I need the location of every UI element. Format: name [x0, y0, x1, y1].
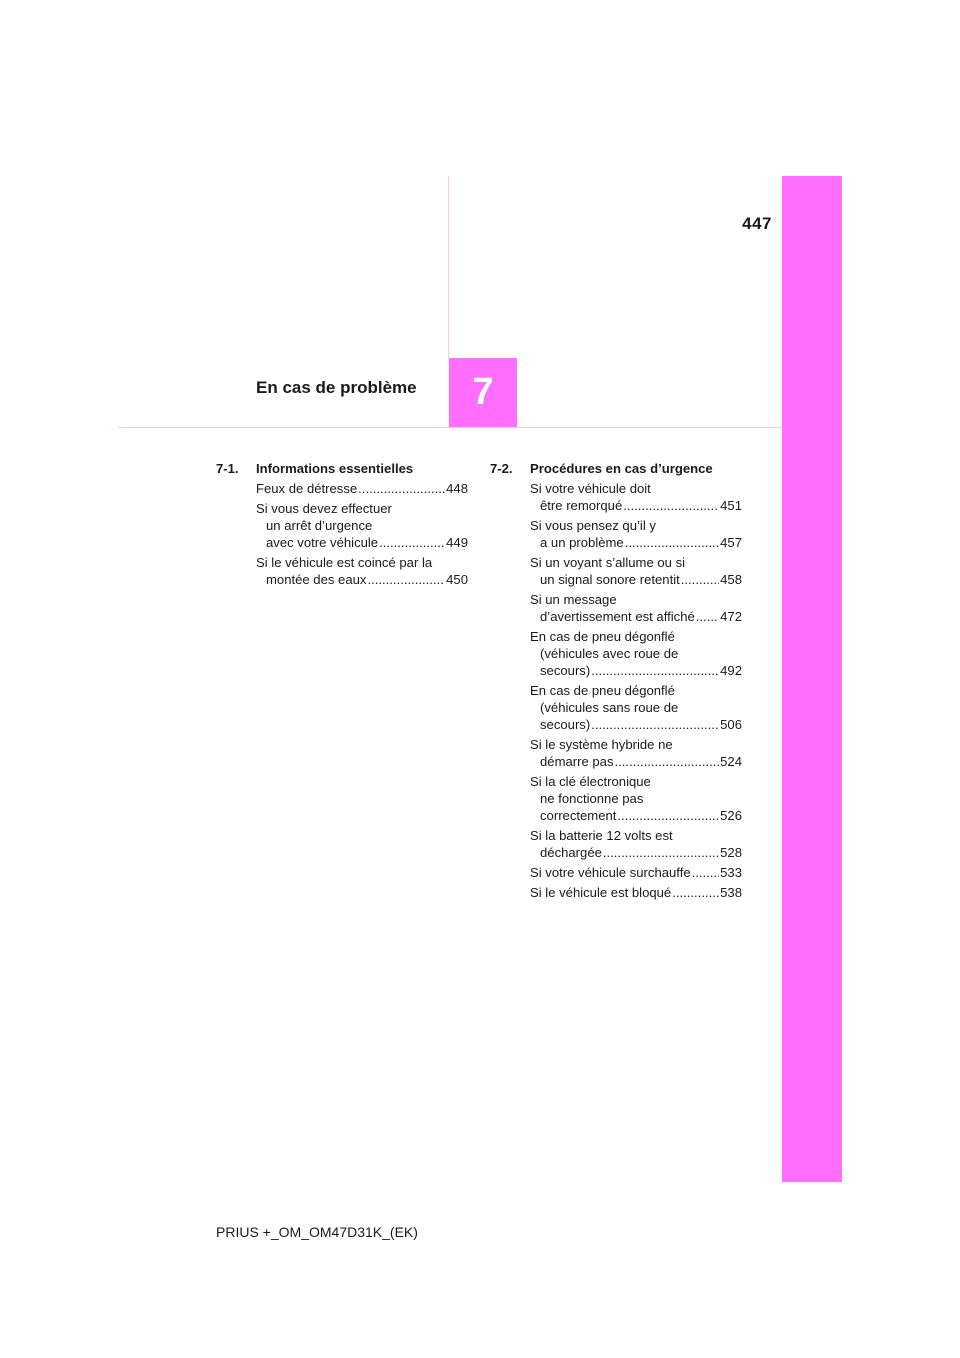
- toc-entry[interactable]: [530, 628, 742, 679]
- section-number: 7-1.: [216, 461, 239, 476]
- toc-entry-text: Feux de détresse: [256, 481, 358, 496]
- toc-entry-last-line: [530, 807, 742, 824]
- toc-entry-text: ne fonctionne pas: [540, 791, 644, 806]
- section-heading: [490, 460, 742, 477]
- toc-entry-last-line: [530, 864, 742, 881]
- toc-entry[interactable]: [530, 864, 742, 881]
- toc-entry[interactable]: [530, 682, 742, 733]
- dot-leader: [379, 534, 445, 551]
- toc-entry-text: Si la clé électronique: [530, 774, 651, 789]
- toc-entry-text: montée des eaux: [266, 572, 367, 587]
- toc-entry-page: 533: [720, 865, 742, 880]
- dot-leader: [591, 662, 719, 679]
- chapter-side-tab[interactable]: [782, 176, 842, 1182]
- dot-leader: [692, 864, 720, 881]
- toc-entry-last-line: [530, 716, 742, 733]
- toc-entry-last-line: [530, 884, 742, 901]
- toc-section-7-2: [490, 460, 742, 904]
- dot-leader: [681, 571, 719, 588]
- horizontal-rule: [118, 427, 782, 428]
- toc-entry-text: Si votre véhicule doit: [530, 481, 651, 496]
- section-title: Procédures en cas d’urgence: [530, 461, 713, 476]
- toc-entry-text: Si un message: [530, 592, 617, 607]
- section-title: Informations essentielles: [256, 461, 414, 476]
- toc-entry-text: (véhicules avec roue de: [540, 646, 679, 661]
- section-number: 7-2.: [490, 461, 513, 476]
- toc-entry-page: 492: [720, 663, 742, 678]
- toc-entry-last-line: [530, 844, 742, 861]
- page-number: 447: [742, 214, 772, 233]
- toc-entry-text: secours): [540, 663, 591, 678]
- toc-entry-page: 450: [446, 572, 468, 587]
- toc-entry-text: Si la batterie 12 volts est: [530, 828, 673, 843]
- toc-entry-page: 449: [446, 535, 468, 550]
- toc-entry-last-line: [530, 608, 742, 625]
- toc-entry-text: Si le véhicule est bloqué: [530, 885, 672, 900]
- toc-entry-list: [216, 480, 468, 588]
- toc-entry-page: 526: [720, 808, 742, 823]
- toc-entry-text: (véhicules sans roue de: [540, 700, 679, 715]
- document-footer: PRIUS +_OM_OM47D31K_(EK): [216, 1224, 418, 1240]
- toc-entry-text: d’avertissement est affiché: [540, 609, 695, 624]
- toc-entry-text: secours): [540, 717, 591, 732]
- toc-entry-text: Si le véhicule est coincé par la: [256, 555, 433, 570]
- section-heading: [216, 460, 468, 477]
- toc-entry-last-line: [256, 571, 468, 588]
- toc-entry-text: correctement: [540, 808, 617, 823]
- toc-entry[interactable]: [530, 884, 742, 901]
- toc-entry-text: Si votre véhicule surchauffe: [530, 865, 691, 880]
- dot-leader: [672, 884, 719, 901]
- toc-entry-list: [490, 480, 742, 901]
- dot-leader: [617, 807, 719, 824]
- chapter-title: En cas de problème: [256, 378, 417, 397]
- toc-entry[interactable]: [530, 554, 742, 588]
- toc-entry[interactable]: [256, 554, 468, 588]
- toc-entry-text: Si un voyant s’allume ou si: [530, 555, 686, 570]
- toc-entry[interactable]: [530, 591, 742, 625]
- toc-entry-text: a un problème: [540, 535, 624, 550]
- dot-leader: [696, 608, 719, 625]
- toc-entry-page: 451: [720, 498, 742, 513]
- toc-entry-text: avec votre véhicule: [266, 535, 379, 550]
- toc-entry-text: un signal sonore retentit: [540, 572, 680, 587]
- toc-entry-page: 457: [720, 535, 742, 550]
- toc-entry-text: En cas de pneu dégonflé: [530, 683, 675, 698]
- toc-entry-last-line: [530, 571, 742, 588]
- toc-entry-text: En cas de pneu dégonflé: [530, 629, 675, 644]
- toc-entry-text: Si vous devez effectuer: [256, 501, 392, 516]
- toc-entry-last-line: [530, 497, 742, 514]
- toc-entry[interactable]: [256, 500, 468, 551]
- dot-leader: [358, 480, 445, 497]
- toc-entry-text: déchargée: [540, 845, 602, 860]
- toc-section-7-1: [216, 460, 468, 591]
- toc-entry-last-line: [530, 753, 742, 770]
- toc-entry-last-line: [256, 534, 468, 551]
- toc-entry-page: 524: [720, 754, 742, 769]
- chapter-number-badge: 7: [449, 358, 517, 427]
- toc-entry-page: 448: [446, 481, 468, 496]
- toc-entry-page: 528: [720, 845, 742, 860]
- toc-entry-last-line: [256, 480, 468, 497]
- toc-entry[interactable]: [530, 827, 742, 861]
- toc-entry-page: 538: [720, 885, 742, 900]
- dot-leader: [591, 716, 719, 733]
- toc-entry-text: Si vous pensez qu’il y: [530, 518, 656, 533]
- dot-leader: [367, 571, 445, 588]
- dot-leader: [615, 753, 720, 770]
- toc-entry[interactable]: [530, 517, 742, 551]
- dot-leader: [603, 844, 719, 861]
- toc-entry[interactable]: [530, 480, 742, 514]
- toc-entry-last-line: [530, 662, 742, 679]
- toc-entry[interactable]: [530, 773, 742, 824]
- dot-leader: [623, 497, 719, 514]
- toc-entry-page: 472: [720, 609, 742, 624]
- toc-entry-last-line: [530, 534, 742, 551]
- toc-entry-text: être remorqué: [540, 498, 623, 513]
- toc-entry-text: un arrêt d’urgence: [266, 518, 373, 533]
- vertical-rule: [448, 176, 449, 358]
- toc-entry-page: 458: [720, 572, 742, 587]
- toc-entry-text: démarre pas: [540, 754, 614, 769]
- toc-entry-text: Si le système hybride ne: [530, 737, 673, 752]
- dot-leader: [625, 534, 719, 551]
- toc-entry[interactable]: [256, 480, 468, 497]
- toc-entry-page: 506: [720, 717, 742, 732]
- toc-entry[interactable]: [530, 736, 742, 770]
